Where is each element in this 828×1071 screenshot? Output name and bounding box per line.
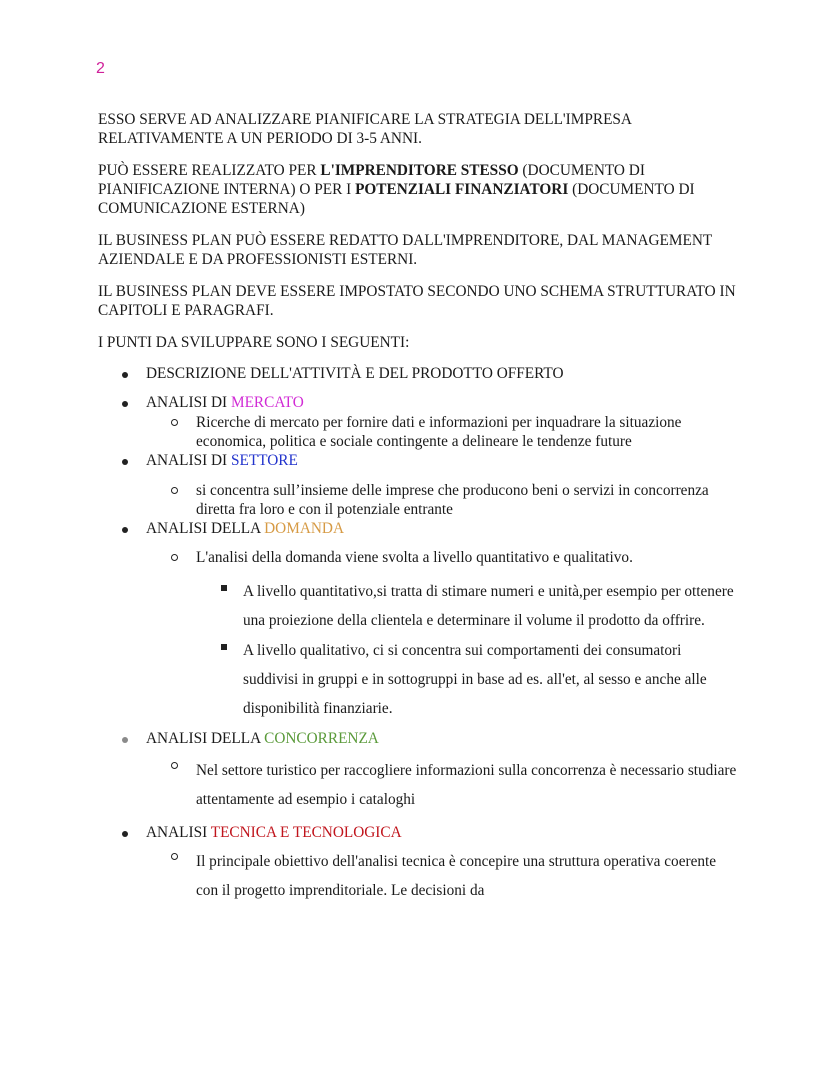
list-item-prefix: ANALISI bbox=[146, 824, 211, 841]
list-item-label: DESCRIZIONE DELL'ATTIVITÀ E DEL PRODOTTO OFFERTO bbox=[146, 365, 564, 382]
hollow-bullet-icon bbox=[171, 487, 178, 494]
bullet-icon bbox=[122, 372, 128, 378]
list-item-label bbox=[146, 729, 738, 748]
list-item-analisi-settore bbox=[98, 451, 738, 519]
keyword-mercato: MERCATO bbox=[230, 394, 304, 411]
paragraph-audience-text-1: PUÒ ESSERE REALIZZATO PER bbox=[98, 162, 321, 179]
sublist-settore bbox=[146, 481, 738, 519]
keyword-domanda: DOMANDA bbox=[264, 520, 345, 537]
hollow-bullet-icon bbox=[171, 419, 178, 426]
subsublist-item-text: A livello qualitativo, ci si concentra sui comportamenti dei consumatori suddivisi in gruppi e in sottogruppi in base ad es. all'et, al sesso e anche alle disponibilità finanziarie. bbox=[243, 642, 707, 717]
sublist-domanda bbox=[146, 548, 738, 723]
keyword-settore: SETTORE bbox=[230, 452, 298, 469]
hollow-bullet-icon bbox=[171, 853, 178, 860]
list-item-analisi-tecnica bbox=[98, 823, 738, 905]
sublist-concorrenza bbox=[146, 756, 738, 814]
subsublist-domanda bbox=[196, 577, 738, 723]
square-bullet-icon bbox=[221, 644, 227, 650]
sublist-item bbox=[146, 413, 738, 451]
paragraph-points-intro: I PUNTI DA SVILUPPARE SONO I SEGUENTI: bbox=[98, 334, 410, 351]
bold-potenziali-finanziatori: POTENZIALI FINANZIATORI bbox=[355, 181, 569, 198]
hollow-bullet-icon bbox=[171, 554, 178, 561]
paragraph-audience-text-3: (DOCUMENTO DI COMUNICAZIONE ESTERNA) bbox=[98, 181, 695, 217]
sublist-item bbox=[146, 756, 738, 814]
sublist-item-text: L'analisi della domanda viene svolta a livello quantitativo e qualitativo. bbox=[196, 549, 633, 566]
bullet-icon bbox=[122, 737, 128, 743]
list-item-label bbox=[146, 393, 738, 412]
document-body bbox=[98, 110, 738, 905]
keyword-tecnica-tecnologica: TECNICA E TECNOLOGICA bbox=[210, 824, 402, 841]
sublist-item-text: si concentra sull’insieme delle imprese che producono beni o servizi in concorrenza diretta fra loro e con il potenziale entrante bbox=[196, 482, 709, 518]
paragraph-audience-text-2: (DOCUMENTO DI PIANIFICAZIONE INTERNA) O PER I bbox=[98, 162, 645, 198]
subsublist-item-qualitativo bbox=[196, 636, 738, 723]
bold-imprenditore-stesso: L'IMPRENDITORE STESSO bbox=[320, 162, 519, 179]
sublist-item-text: Nel settore turistico per raccogliere informazioni sulla concorrenza è necessario studiare attentamente ad esempio i cataloghi bbox=[196, 762, 737, 808]
hollow-bullet-icon bbox=[171, 762, 178, 769]
list-item-prefix: ANALISI DELLA bbox=[146, 520, 265, 537]
list-item-label bbox=[146, 519, 738, 538]
list-item-analisi-mercato bbox=[98, 393, 738, 451]
paragraph-structure: IL BUSINESS PLAN DEVE ESSERE IMPOSTATO SECONDO UNO SCHEMA STRUTTURATO IN CAPITOLI E PARAGRAFI. bbox=[98, 283, 736, 319]
paragraph-audience bbox=[98, 161, 738, 218]
list-item-analisi-domanda bbox=[98, 519, 738, 723]
keyword-concorrenza: CONCORRENZA bbox=[264, 730, 379, 747]
subsublist-item-text: A livello quantitativo,si tratta di stimare numeri e unità,per esempio per ottenere una proiezione della clientela e determinare il volume il prodotto da offrire. bbox=[243, 583, 734, 629]
points-list bbox=[98, 364, 738, 905]
list-item-prefix: ANALISI DI bbox=[146, 394, 231, 411]
bullet-icon bbox=[122, 401, 128, 407]
bullet-icon bbox=[122, 831, 128, 837]
sublist-item-text: Ricerche di mercato per fornire dati e informazioni per inquadrare la situazione economica, politica e sociale contingente a delineare le tendenze future bbox=[196, 414, 682, 450]
page-number: 2 bbox=[96, 60, 105, 77]
square-bullet-icon bbox=[221, 585, 227, 591]
bullet-icon bbox=[122, 527, 128, 533]
sublist-item bbox=[146, 847, 738, 905]
sublist-tecnica bbox=[146, 847, 738, 905]
paragraph-purpose: ESSO SERVE AD ANALIZZARE PIANIFICARE LA STRATEGIA DELL'IMPRESA RELATIVAMENTE A UN PERIODO DI 3-5 ANNI. bbox=[98, 111, 632, 147]
list-item-prefix: ANALISI DI bbox=[146, 452, 231, 469]
paragraph-authors: IL BUSINESS PLAN PUÒ ESSERE REDATTO DALL'IMPRENDITORE, DAL MANAGEMENT AZIENDALE E DA PROFESSIONISTI ESTERNI. bbox=[98, 232, 712, 268]
list-item-label bbox=[146, 823, 738, 842]
sublist-item bbox=[146, 481, 738, 519]
list-item-analisi-concorrenza bbox=[98, 729, 738, 814]
subsublist-item-quantitativo bbox=[196, 577, 738, 635]
list-item-label bbox=[146, 451, 738, 470]
bullet-icon bbox=[122, 459, 128, 465]
list-item-descrizione bbox=[98, 364, 738, 383]
sublist-mercato bbox=[146, 413, 738, 451]
sublist-item-text: Il principale obiettivo dell'analisi tecnica è concepire una struttura operativa coerente con il progetto imprenditoriale. Le decisioni da bbox=[196, 853, 717, 899]
list-item-prefix: ANALISI DELLA bbox=[146, 730, 265, 747]
sublist-item bbox=[146, 548, 738, 723]
